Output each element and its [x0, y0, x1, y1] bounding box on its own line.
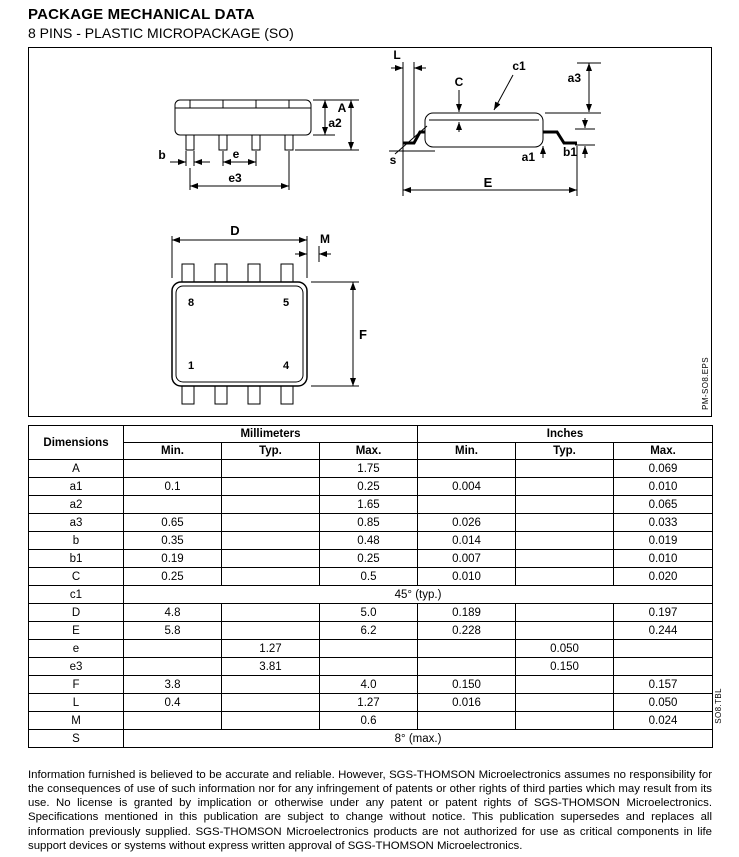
dimension-value: 0.020 — [614, 568, 713, 586]
dimension-value — [222, 460, 320, 478]
dimension-value — [516, 712, 614, 730]
dimension-value: 0.004 — [418, 478, 516, 496]
dimension-value — [418, 712, 516, 730]
dimension-value: 0.150 — [516, 658, 614, 676]
dimension-value: 0.4 — [124, 694, 222, 712]
dimension-value: 1.65 — [320, 496, 418, 514]
dimension-value — [124, 460, 222, 478]
dimension-value: 1.75 — [320, 460, 418, 478]
package-figure — [28, 47, 712, 417]
table-header-row-groups — [29, 426, 713, 443]
dimension-symbol: D — [29, 604, 124, 622]
pin-number-5: 5 — [282, 297, 290, 309]
dimensions-table-body — [29, 460, 713, 748]
dimension-value: 0.157 — [614, 676, 713, 694]
table-row — [29, 532, 713, 550]
disclaimer-text: Information furnished is believed to be accurate and reliable. However, SGS-THOMSON Microelectronics assumes no responsibility for the consequences of use of such information nor for any infringement of patents or other rights of third parties which may result from its use. No license is granted by implication or otherwise under any patent or patent rights of SGS-THOMSON Microelectronics. Specifications mentioned in this publication are subject to change without notice. This publication supersedes and replaces all information previously supplied. SGS-THOMSON Microelectronics products are not authorized for use as critical components in life support devices or systems without express written approval of SGS-THOMSON Microelectronics. — [28, 769, 712, 852]
dimension-symbol: a2 — [29, 496, 124, 514]
dimension-value — [516, 622, 614, 640]
dimension-value: 0.050 — [516, 640, 614, 658]
dimension-value: 5.0 — [320, 604, 418, 622]
dim-label-s: s — [389, 153, 397, 167]
dimension-value — [222, 676, 320, 694]
dim-label-a1: a1 — [521, 150, 535, 164]
dimension-value: 1.27 — [222, 640, 320, 658]
page-subtitle: 8 PINS - PLASTIC MICROPACKAGE (SO) — [28, 25, 294, 41]
table-row — [29, 478, 713, 496]
dimension-value — [418, 658, 516, 676]
table-row — [29, 586, 713, 604]
dimension-value: 0.1 — [124, 478, 222, 496]
figure-filename-note: PM-SO8.EPS — [701, 357, 710, 410]
table-row — [29, 694, 713, 712]
dimension-value: 0.48 — [320, 532, 418, 550]
dimension-value: 0.033 — [614, 514, 713, 532]
dim-label-a2: a2 — [328, 116, 342, 130]
dimension-value — [124, 658, 222, 676]
dimension-value: 3.8 — [124, 676, 222, 694]
table-row — [29, 640, 713, 658]
dimension-symbol: a3 — [29, 514, 124, 532]
dimension-value: 0.19 — [124, 550, 222, 568]
col-group-millimeters: Millimeters — [124, 426, 418, 443]
dim-label-a3: a3 — [567, 71, 581, 85]
dimension-value: 4.0 — [320, 676, 418, 694]
dimension-value — [222, 478, 320, 496]
dimension-value: 0.150 — [418, 676, 516, 694]
dimension-value: 0.25 — [320, 478, 418, 496]
dimension-value: 0.5 — [320, 568, 418, 586]
pin-number-1: 1 — [187, 360, 195, 372]
drawing-labels — [158, 48, 581, 372]
dimension-value: 3.81 — [222, 658, 320, 676]
table-row — [29, 550, 713, 568]
page-title: PACKAGE MECHANICAL DATA — [28, 6, 255, 23]
side-view-drawing — [170, 100, 359, 190]
dim-label-F: F — [359, 327, 367, 342]
dimension-value — [222, 568, 320, 586]
dimension-symbol: e3 — [29, 658, 124, 676]
dimension-symbol: S — [29, 730, 124, 748]
dimension-symbol: e — [29, 640, 124, 658]
dimension-value: 0.010 — [614, 550, 713, 568]
col-header-dimensions: Dimensions — [29, 426, 124, 460]
dim-label-L: L — [393, 48, 401, 62]
table-filename-note: SO8.TBL — [714, 688, 723, 724]
dimension-value — [222, 604, 320, 622]
dimension-span-value: 8° (max.) — [124, 730, 713, 748]
dimension-value — [222, 496, 320, 514]
dimension-value: 0.010 — [614, 478, 713, 496]
pin-number-8: 8 — [187, 297, 195, 309]
dimension-value: 6.2 — [320, 622, 418, 640]
top-view-drawing — [172, 236, 359, 404]
dimension-value — [222, 532, 320, 550]
dimension-value: 0.35 — [124, 532, 222, 550]
dimension-symbol: M — [29, 712, 124, 730]
dimension-value — [418, 460, 516, 478]
table-header-row-minmax — [29, 443, 713, 460]
dimension-symbol: a1 — [29, 478, 124, 496]
col-header-in-max: Max. — [614, 443, 713, 460]
dimension-value — [124, 640, 222, 658]
dimension-symbol: L — [29, 694, 124, 712]
table-row — [29, 514, 713, 532]
dimension-value: 0.069 — [614, 460, 713, 478]
dimension-value: 0.019 — [614, 532, 713, 550]
dim-label-e3: e3 — [228, 171, 242, 185]
dimension-value — [516, 550, 614, 568]
dimension-value: 0.014 — [418, 532, 516, 550]
dimension-value: 0.228 — [418, 622, 516, 640]
table-row — [29, 730, 713, 748]
table-row — [29, 604, 713, 622]
dimension-value: 1.27 — [320, 694, 418, 712]
dimension-symbol: F — [29, 676, 124, 694]
dimension-symbol: c1 — [29, 586, 124, 604]
dimension-symbol: C — [29, 568, 124, 586]
dimension-value — [516, 694, 614, 712]
dimension-value — [516, 676, 614, 694]
col-group-inches: Inches — [418, 426, 713, 443]
dimension-symbol: A — [29, 460, 124, 478]
table-row — [29, 568, 713, 586]
dim-label-C: C — [454, 75, 464, 89]
col-header-mm-min: Min. — [124, 443, 222, 460]
dimension-value — [516, 532, 614, 550]
dimension-value: 0.010 — [418, 568, 516, 586]
dimension-value — [124, 712, 222, 730]
dim-label-E: E — [483, 175, 493, 190]
dimension-value: 0.25 — [124, 568, 222, 586]
dimension-value — [516, 568, 614, 586]
dimension-value: 0.050 — [614, 694, 713, 712]
table-row — [29, 712, 713, 730]
dimension-value: 0.197 — [614, 604, 713, 622]
dim-label-A: A — [337, 101, 347, 115]
dim-label-M: M — [320, 232, 330, 246]
dimension-value — [222, 514, 320, 532]
dimension-value — [320, 658, 418, 676]
dim-label-e: e — [232, 147, 240, 161]
col-header-in-min: Min. — [418, 443, 516, 460]
dimension-span-value: 45° (typ.) — [124, 586, 713, 604]
dimension-value — [516, 460, 614, 478]
dimension-value — [222, 622, 320, 640]
dimensions-table — [28, 425, 713, 748]
dimension-value: 4.8 — [124, 604, 222, 622]
dimension-value: 0.065 — [614, 496, 713, 514]
dimension-symbol: b1 — [29, 550, 124, 568]
dimension-value: 0.189 — [418, 604, 516, 622]
col-header-in-typ: Typ. — [516, 443, 614, 460]
dimension-value: 0.007 — [418, 550, 516, 568]
dimension-value: 0.244 — [614, 622, 713, 640]
dimension-value: 0.6 — [320, 712, 418, 730]
dimension-value — [222, 712, 320, 730]
package-drawings — [29, 48, 711, 416]
col-header-mm-max: Max. — [320, 443, 418, 460]
dimension-value — [124, 496, 222, 514]
dimension-value: 0.85 — [320, 514, 418, 532]
dimension-value — [320, 640, 418, 658]
dim-label-b: b — [158, 148, 166, 162]
dimension-value: 0.25 — [320, 550, 418, 568]
dimension-value: 5.8 — [124, 622, 222, 640]
pin-number-4: 4 — [282, 360, 290, 372]
dim-label-D: D — [230, 223, 240, 238]
dimension-value — [614, 658, 713, 676]
dimension-value: 0.016 — [418, 694, 516, 712]
col-header-mm-typ: Typ. — [222, 443, 320, 460]
dimension-value — [516, 478, 614, 496]
dimension-symbol: E — [29, 622, 124, 640]
dimension-value — [222, 694, 320, 712]
dim-label-b1: b1 — [562, 145, 578, 159]
table-row — [29, 658, 713, 676]
table-row — [29, 460, 713, 478]
table-row — [29, 496, 713, 514]
dimension-value — [418, 496, 516, 514]
dimension-symbol: b — [29, 532, 124, 550]
dimension-value — [516, 604, 614, 622]
dimension-value — [516, 496, 614, 514]
table-row — [29, 622, 713, 640]
table-row — [29, 676, 713, 694]
dim-label-c1: c1 — [512, 59, 526, 73]
dimension-value — [614, 640, 713, 658]
dimension-value: 0.026 — [418, 514, 516, 532]
dimension-value — [418, 640, 516, 658]
dimension-value — [516, 514, 614, 532]
dimension-value: 0.65 — [124, 514, 222, 532]
dimension-value — [222, 550, 320, 568]
dimension-value: 0.024 — [614, 712, 713, 730]
